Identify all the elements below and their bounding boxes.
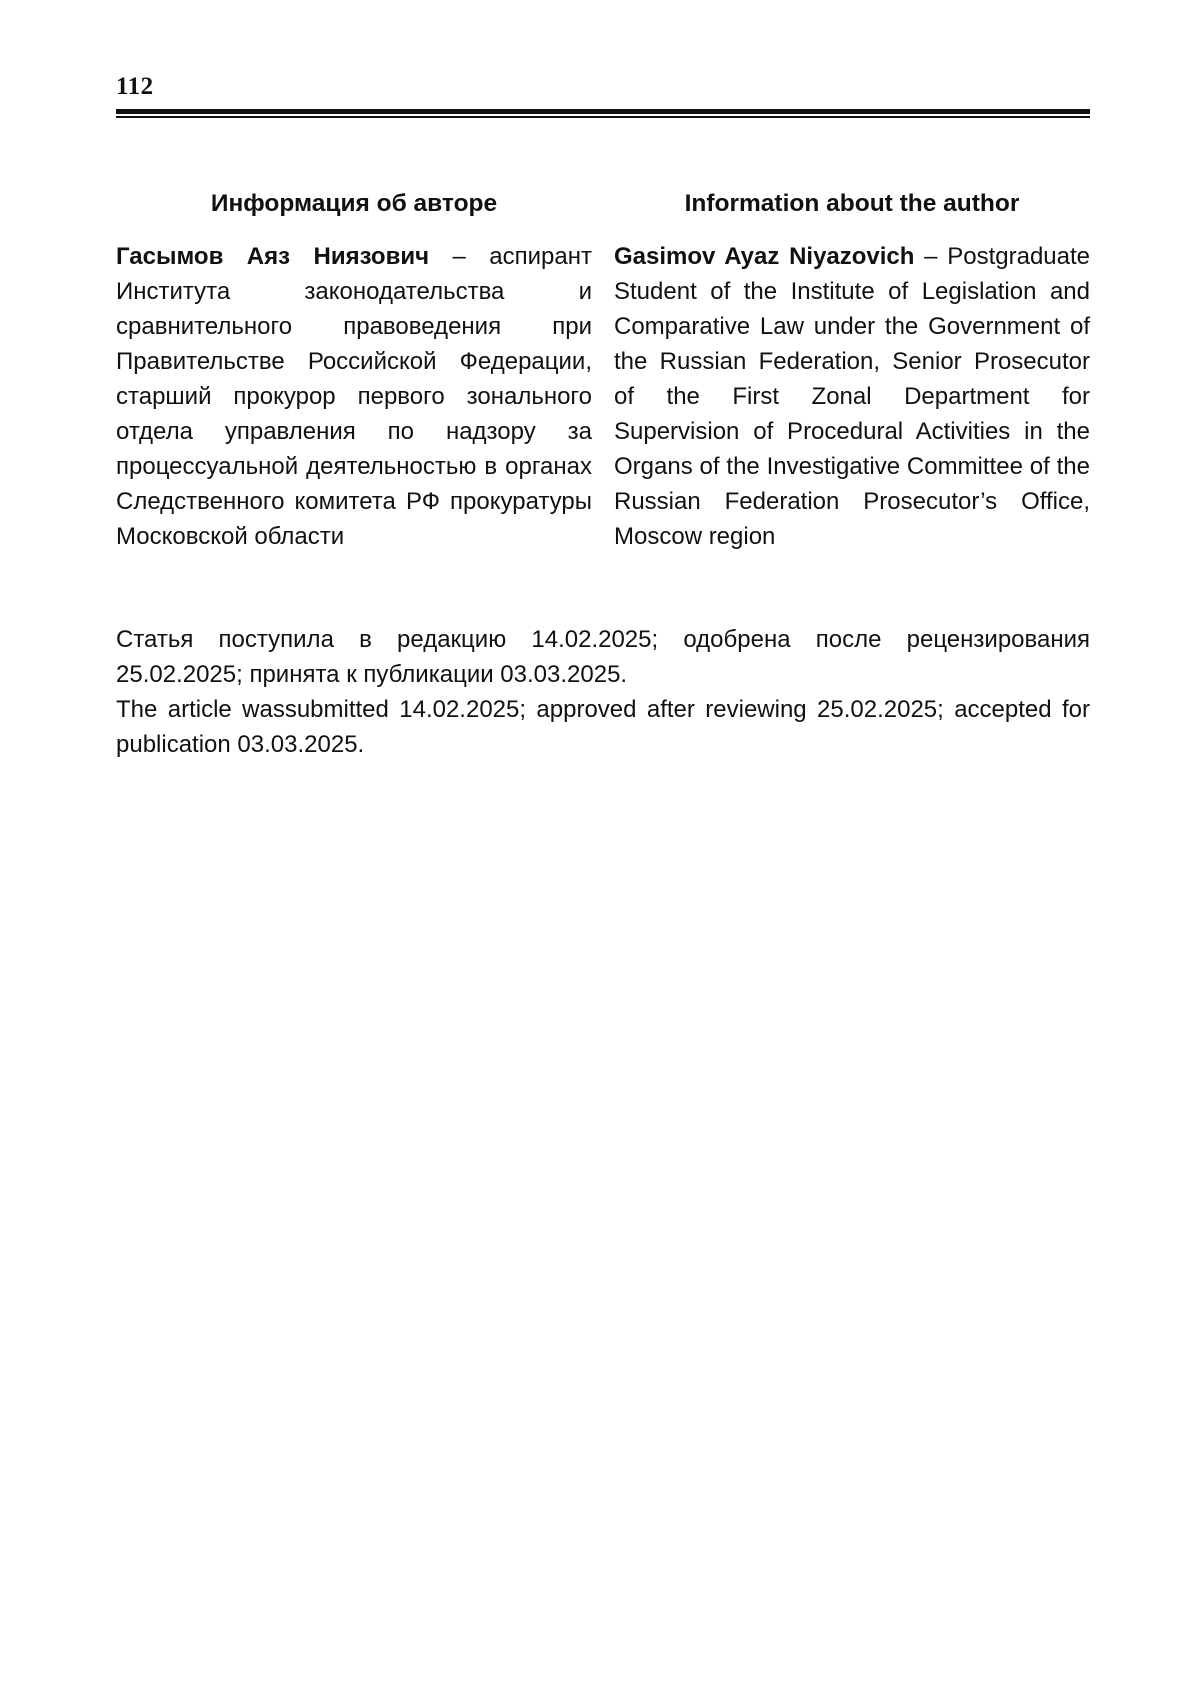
author-bio-text-ru: – аспирант Института законодательства и сравнительного правоведения при Правительстве Российской Федерации, старший прокурор первого зонального отдела управления по надзору за процессуальной деятельностью в органах Следственного комитета РФ прокуратуры Московской области: [116, 243, 592, 550]
article-dates: [116, 622, 1090, 762]
header-rule-thin: [116, 116, 1090, 118]
article-dates-en: The article wassubmitted 14.02.2025; approved after reviewing 25.02.2025; accepted for publication 03.03.2025.: [116, 696, 1090, 758]
page-number: 112: [116, 73, 154, 100]
author-name-en: Gasimov Ayaz Niyazovich: [614, 243, 915, 270]
author-info-en: [614, 186, 1090, 554]
author-info-ru: [116, 186, 592, 554]
author-info-heading-en: Information about the author: [684, 190, 1020, 217]
header-rule-thick: [116, 109, 1090, 114]
article-dates-ru: Статья поступила в редакцию 14.02.2025; одобрена после рецензирования 25.02.2025; принята к публикации 03.03.2025.: [116, 626, 1090, 688]
author-bio-en: [614, 239, 1090, 554]
author-bio-ru: [116, 239, 592, 554]
author-bio-text-en: – Postgraduate Student of the Institute of Legislation and Comparative Law under the Government of the Russian Federation, Senior Prosecutor of the First Zonal Department for Supervision of Procedural Activities in the Organs of the Investigative Committee of the Russian Federation Prosecutor’s Office, Moscow region: [614, 243, 1091, 550]
author-info-heading-ru: Информация об авторе: [210, 190, 498, 217]
author-name-ru: Гасымов Аяз Ниязович: [116, 243, 430, 270]
